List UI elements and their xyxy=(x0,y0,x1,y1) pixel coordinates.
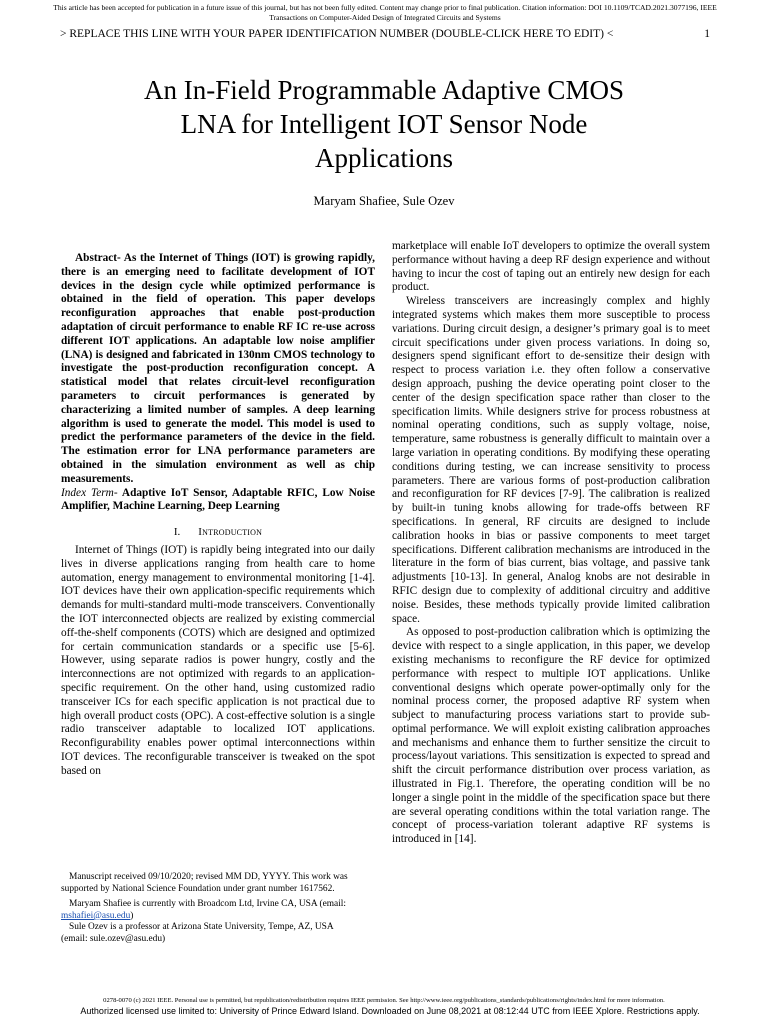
footnote-manuscript: Manuscript received 09/10/2020; revised MM DD, YYYY. This work was supported by National Science Foundation under grant number 1617562. xyxy=(61,872,348,894)
footnote-shafiee xyxy=(61,899,361,922)
intro-paragraph-1: Internet of Things (IOT) is rapidly being integrated into our daily lives in diverse applications ranging from health care to home automation, energy management to environmental monitoring [1-4]. IOT devices have their own application-specific requirements which demands for multi-standard multi-mode transceivers. Conventionally the IOT interconnected objects are realized by existing commercial off-the-shelf components (COTS) which are designed and optimized for certain communication standards or a specific use [5-6]. However, using separate radios is power hungry, costly and the interconnections are not optimized with regards to an application-specific requirement. On the other hand, using customized radio transceiver ICs for each specific application is not practical due to high overall product costs (OPC). A cost-effective solution is a single radio transceiver adaptable to localized IOT applications. Reconfigurability enables power optimal interconnections within IOT devices. The reconfigurable transceiver is tweaked on the spot based on xyxy=(61,543,375,777)
index-term-label: Index Term- xyxy=(61,486,118,499)
header-placeholder-text: > REPLACE THIS LINE WITH YOUR PAPER IDENTIFICATION NUMBER (DOUBLE-CLICK HERE TO EDIT) < xyxy=(60,28,614,40)
title-line-3: Applications xyxy=(315,143,453,173)
abstract: Abstract- As the Internet of Things (IOT) is growing rapidly, there is an emerging need to facilitate development of IOT devices in the design cycle while optimized performance is obtained in the field of operation. This paper develops reconfiguration approaches that enable post-production adaptation of circuit performance to enable RF IC re-use across different IOT applications. An adaptable low noise amplifier (LNA) is designed and fabricated in 130nm CMOS technology to investigate the post-production reconfiguration concept. A statistical model that relates circuit-level reconfiguration parameters to circuit performances is generated by characterizing a limited number of samples. A deep learning algorithm is used to generate the model. This model is used to predict the performance parameters of the device in the field. The estimation error for LNA performance parameters are obtained in the simulation environment as well as chip measurements. xyxy=(61,252,375,485)
intro-paragraph-3: As opposed to post-production calibration which is optimizing the device with respect to a single application, in this paper, we develop existing mechanisms to reconfigure the RF device for optimized performance with respect to multiple IOT applications. Unlike conventional designs which operate power-optimally only for the nominal process corner, the proposed adaptive RF system when subject to manufacturing process variations start to provide sub-optimal performance. We will exploit existing calibration approaches and mechanisms and enhance them to further sensitize the circuit to process/layout variations. This sensitization is expected to spread and shift the circuit performance distribution over process variation, as illustrated in Fig.1. Therefore, the operating condition will be no longer a single point in the middle of the specification space but there are several operating conditions within the total variation range. The concept of process-variation tolerant adaptive RF systems is introduced in [14]. xyxy=(392,626,710,846)
publication-notice-line2: Transactions on Computer-Aided Design of Integrated Circuits and Systems xyxy=(269,13,501,22)
intro-paragraph-continued: marketplace will enable IoT developers to optimize the overall system performance without having a deep RF design experience and without having to incur the cost of taping out an entirely new design for each product. xyxy=(392,240,710,294)
footnote-shafiee-text: Maryam Shafiee is currently with Broadcom Ltd, Irvine CA, USA (email: xyxy=(69,899,347,910)
section-heading-introduction xyxy=(61,526,375,540)
index-term-keywords: Adaptive IoT Sensor, Adaptable RFIC, Low Noise Amplifier, Machine Learning, Deep Learning xyxy=(61,486,375,513)
publication-notice xyxy=(20,3,750,23)
footnote-ozev: Sule Ozev is a professor at Arizona State University, Tempe, AZ, USA (email: sule.ozev@asu.edu) xyxy=(61,922,334,944)
copyright-notice: 0278-0070 (c) 2021 IEEE. Personal use is permitted, but republication/redistribution requires IEEE permission. See http://www.ieee.org/publications_standards/publications/rights/index.html for more information. xyxy=(103,997,665,1004)
right-column xyxy=(392,240,710,847)
footnote-shafiee-close: ) xyxy=(130,910,134,921)
publication-notice-line1: This article has been accepted for publication in a future issue of this journal, but has not been fully edited. Content may change prior to final publication. Citation information: DOI 10.1109/TCAD.2021.3077196, IEEE xyxy=(53,3,717,12)
title-line-1: An In-Field Programmable Adaptive CMOS xyxy=(144,75,624,105)
left-column xyxy=(61,252,375,778)
page-number: 1 xyxy=(704,28,710,40)
footnotes xyxy=(61,872,361,946)
intro-paragraph-2: Wireless transceivers are increasingly complex and highly integrated systems which makes them more susceptible to process variations. During circuit design, a designer’s primary goal is to meet circuit specifications under given process variations. In doing so, designers spend significant effort to de-sensitize their design with respect to process variation i.e. they often follow a conservative design approach, pushing the device operating point closer to the center of the design specification space rather than closer to the specification limits. While designers strive for process robustness at nominal operating conditions, such as supply voltage, noise, temperature, same robustness is generally difficult to maintain over a large variation in operating conditions. By modifying these operating conditions during testing, we can increase sensitivity to process parameters. There are various forms of post-production calibration and reconfiguration for RF devices [7-9]. The calibration is realized by built-in tuning knobs allowing for trade-offs between RF specifications. In general, RF circuits are designed to include calibration hooks in bias or passive components to meet target specifications. Different calibration mechanisms are introduced in the literature in the form of bias current, bias voltage, and passive tank adjustments [10-13]. In general, Analog knobs are not desirable in RFIC design due to complexity of additional circuitry and additive noise. Besides, these methods typically provide limited calibration space. xyxy=(392,295,710,625)
title-line-2: LNA for Intelligent IOT Sensor Node xyxy=(180,109,588,139)
paper-title xyxy=(40,73,728,175)
section-number: I. xyxy=(173,526,181,539)
license-notice: Authorized licensed use limited to: University of Prince Edward Island. Downloaded on June 08,2021 at 08:12:44 UTC from IEEE Xplore. Restrictions apply. xyxy=(80,1006,700,1016)
index-terms xyxy=(61,487,375,515)
section-title: Introduction xyxy=(198,526,263,539)
authors: Maryam Shafiee, Sule Ozev xyxy=(313,194,455,208)
shafiee-email-link[interactable]: mshafiei@asu.edu xyxy=(61,910,131,921)
page-header xyxy=(60,27,710,41)
